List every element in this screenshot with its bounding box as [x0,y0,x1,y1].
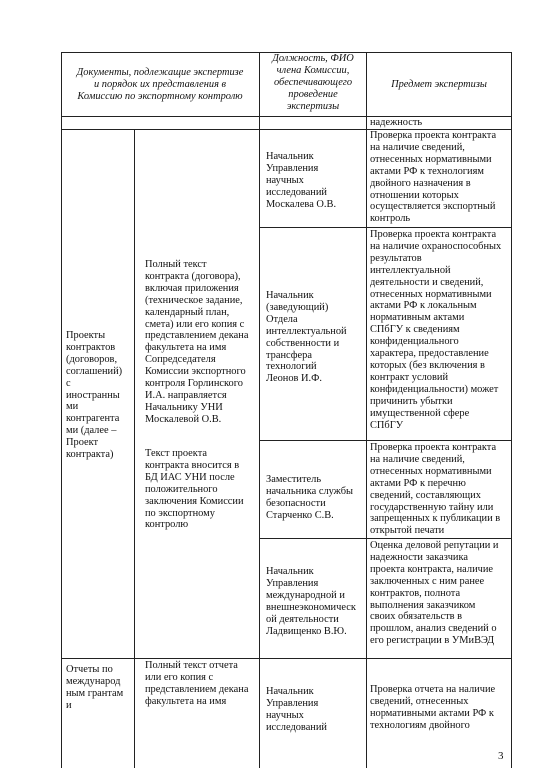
contracts-procedure-2: Текст проекта контракта вносится в БД ИАС УНИ после положительного заключения Комиссии по экспортному контролю [145,448,244,531]
header-bottom-line [61,116,511,117]
reports-document-name: Отчеты по международ ным грантам и [66,664,124,711]
expert-4-official: Начальник Управления международной и внешнеэкономическ ой деятельности Ладвищенко В.Ю. [266,566,356,637]
reports-official: Начальник Управления научных исследований [266,686,327,733]
header-subject: Предмет экспертизы [391,79,487,90]
expert-4-subject: Оценка деловой репутации и надежности заказчика проекта контракта, наличие заключенных с ним ранее контрактов, полнота выполнения заказчиком своих обязательств в прошлом, анализ сведений о его регистрации в УМиВЭД [370,540,499,647]
row-divider-3 [259,538,511,539]
contracts-procedure-1: Полный текст контракта (договора), включая приложения (техническое задание, календарный план, смета) или его копия с представлением декана факультета на имя Сопредседателя Комиссии экспортного контроля Горлинского И.А. направляется Начальнику УНИ Москалевой О.В. [145,259,249,425]
reports-subject: Проверка отчета на наличие сведений, отнесенных нормативными актами РФ к технологиям двойного [370,684,496,731]
row-divider-2 [259,440,511,441]
header-official: Должность, ФИО члена Комиссии, обеспечивающего проведение экспертизы [272,53,354,112]
expert-3-official: Заместитель начальника службы безопасности Старченко С.В. [266,474,353,521]
header-documents: Документы, подлежащие экспертизе и порядок их представления в Комиссию по экспортному контролю [76,67,244,102]
table-border-left [61,52,62,768]
expert-2-subject: Проверка проекта контракта на наличие охраноспособных результатов интеллектуальной деятельности и сведений, отнесенных нормативными актами РФ к локальным нормативным актами СПбГУ к сведениям конфиденциального характера, предоставление которых (без включения в контракт условий конфиденциальности) может причинить убытки имущественной сфере СПбГУ [370,229,502,431]
expert-2-official: Начальник (заведующий) Отдела интеллектуальной собственности и трансфера технологий Леонов И.Ф. [266,290,347,385]
row-divider-4 [61,658,511,659]
col-divider-3 [366,52,367,768]
row-divider-1 [259,227,511,228]
expert-1-subject: Проверка проекта контракта на наличие сведений, отнесенных нормативными актами РФ к технологиям двойного назначения в отношении которых осуществляется экспортный контроль [370,130,497,225]
reports-procedure: Полный текст отчета или его копия с представлением декана факультета на имя [145,660,249,707]
col-divider-2 [259,52,260,768]
expert-1-official: Начальник Управления научных исследований Москалева О.В. [266,151,337,210]
contracts-document-name: Проекты контрактов (договоров, соглашений) с иностранны ми контрагента ми (далее – Проект контракта) [66,330,123,461]
page-number: 3 [498,750,504,762]
table-border-right [511,52,512,768]
expert-3-subject: Проверка проекта контракта на наличие сведений, отнесенных нормативными актами РФ к перечню сведений, составляющих государственную тайну или запрещенных к публикации в открытой печати [370,442,501,537]
continuation-text: надежность [370,117,423,128]
col-divider-1 [134,129,135,768]
